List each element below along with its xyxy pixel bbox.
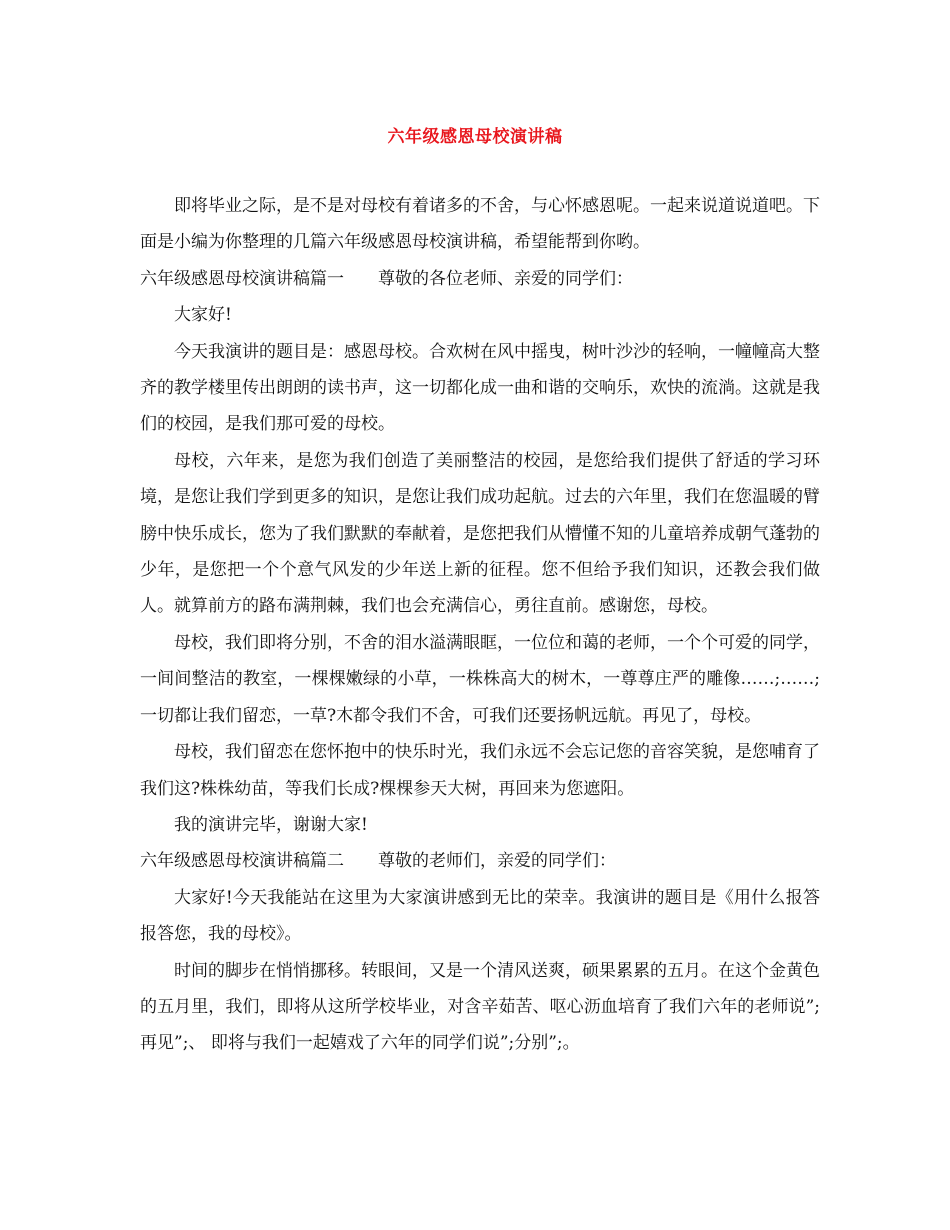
intro-paragraph: 即将毕业之际，是不是对母校有着诸多的不舍，与心怀感恩呢。一起来说道说道吧。下面是小编为你整理的几篇六年级感恩母校演讲稿，希望能帮到你哟。 xyxy=(140,196,820,253)
section-heading-1 xyxy=(140,261,820,297)
body-paragraph: 母校，我们留恋在您怀抱中的快乐时光，我们永远不会忘记您的音容笑貌，是您哺育了我们这?株株幼苗，等我们长成?棵棵参天大树，再回来为您遮阳。 xyxy=(140,742,820,799)
document-title: 六年级感恩母校演讲稿 xyxy=(387,127,563,147)
body-paragraph: 今天我演讲的题目是：感恩母校。合欢树在风中摇曳，树叶沙沙的轻响，一幢幢高大整齐的教学楼里传出朗朗的读书声，这一切都化成一曲和谐的交响乐，欢快的流淌。这就是我们的校园，是我们那可爱的母校。 xyxy=(140,341,820,435)
body-paragraph: 时间的脚步在悄悄挪移。转眼间，又是一个清风送爽，硕果累累的五月。在这个金黄色的五月里，我们，即将从这所学校毕业，对含辛茹苦、呕心沥血培育了我们六年的老师说”;再见”;、 即将与我们一起嬉戏了六年的同学们说”;分别”;。 xyxy=(140,960,820,1054)
section-label: 六年级感恩母校演讲稿篇一 xyxy=(140,268,344,289)
body-paragraph: 母校，六年来，是您为我们创造了美丽整洁的校园，是您给我们提供了舒适的学习环境，是您让我们学到更多的知识，是您让我们成功起航。过去的六年里，我们在您温暖的臂膀中快乐成长，您为了我们默默的奉献着，是您把我们从懵懂不知的儿童培养成朝气蓬勃的少年，是您把一个个意气风发的少年送上新的征程。您不但给予我们知识，还教会我们做人。就算前方的路布满荆棘，我们也会充满信心，勇往直前。感谢您，母校。 xyxy=(140,450,820,617)
section-label: 六年级感恩母校演讲稿篇二 xyxy=(140,851,344,872)
section-salutation: 尊敬的老师们，亲爱的同学们： xyxy=(378,851,616,872)
document-body xyxy=(140,188,820,1062)
greeting-paragraph: 大家好!今天我能站在这里为大家演讲感到无比的荣幸。我演讲的题目是《用什么报答报答您，我的母校》。 xyxy=(140,887,820,945)
section-heading-2 xyxy=(140,843,820,879)
section-salutation: 尊敬的各位老师、亲爱的同学们： xyxy=(378,268,633,289)
body-paragraph: 母校，我们即将分别，不舍的泪水溢满眼眶，一位位和蔼的老师，一个个可爱的同学，一间间整洁的教室，一棵棵嫩绿的小草，一株株高大的树木，一尊尊庄严的雕像……;……;一切都让我们留恋，一草?木都令我们不舍，可我们还要扬帆远航。再见了，母校。 xyxy=(140,632,820,726)
closing-paragraph: 我的演讲完毕，谢谢大家! xyxy=(174,814,368,835)
greeting-paragraph: 大家好! xyxy=(174,305,232,326)
